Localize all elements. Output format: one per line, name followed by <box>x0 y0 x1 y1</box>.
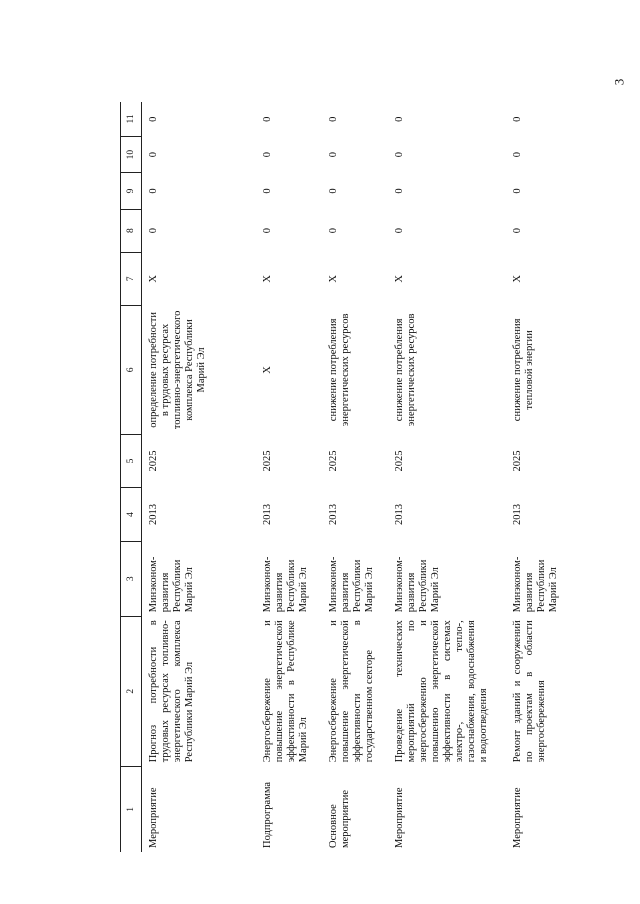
table-row <box>506 102 580 852</box>
value-cell: X <box>148 275 159 283</box>
value-cell: 0 <box>394 116 405 122</box>
rotated-table-container <box>120 102 640 852</box>
value-cell: 0 <box>148 188 159 194</box>
executor-cell: Минэконом-развития Республики Марий Эл <box>394 556 442 613</box>
end-year-cell: 2025 <box>148 450 159 472</box>
value-cell: 0 <box>512 116 523 122</box>
table-row <box>322 102 388 852</box>
table-row <box>142 102 257 852</box>
value-cell: 0 <box>328 188 339 194</box>
result-cell: снижение потребления энергетических ресурсов <box>328 313 352 427</box>
row-type-cell: Подпрограмма <box>262 781 273 848</box>
start-year-cell: 2013 <box>148 504 159 526</box>
start-year-cell: 2013 <box>262 504 273 526</box>
value-cell: X <box>512 275 523 283</box>
header-cell: 8 <box>121 209 142 252</box>
program-table <box>120 102 580 852</box>
executor-cell: Минэконом-развития Республики Марий Эл <box>328 556 376 613</box>
table-row <box>256 102 322 852</box>
value-cell: 0 <box>148 151 159 158</box>
start-year-cell: 2013 <box>394 504 405 526</box>
value-cell: 0 <box>148 116 159 122</box>
start-year-cell: 2013 <box>512 504 523 526</box>
header-cell: 3 <box>121 541 142 616</box>
value-cell: 0 <box>394 228 405 234</box>
end-year-cell: 2025 <box>512 450 523 472</box>
result-cell: снижение потребления энергетических ресурсов <box>394 313 418 427</box>
value-cell: 0 <box>512 151 523 158</box>
end-year-cell: 2025 <box>394 450 405 472</box>
value-cell: 0 <box>512 188 523 194</box>
value-cell: 0 <box>328 151 339 158</box>
name-cell: Проведение технических мероприятий по энергосбережению и повышению энергетической эффективности в системах электро-, тепло-, газоснабжения, водоснабжения и водоотведения <box>394 620 490 763</box>
start-year-cell: 2013 <box>328 504 339 526</box>
value-cell: 0 <box>262 151 273 158</box>
row-type-cell: Мероприятие <box>512 787 523 848</box>
header-cell: 4 <box>121 488 142 542</box>
row-type-cell: Основное мероприятие <box>328 790 352 848</box>
name-cell: Энергосбережение и повышение энергетической эффективности в Республике Марий Эл <box>262 620 310 763</box>
end-year-cell: 2025 <box>262 450 273 472</box>
value-cell: 0 <box>148 228 159 234</box>
header-cell: 6 <box>121 306 142 435</box>
name-cell: Прогноз потребности в трудовых ресурсах топливно-энергетического комплекса Республики Марий Эл <box>148 620 196 763</box>
header-row <box>121 102 142 852</box>
value-cell: 0 <box>262 188 273 194</box>
value-cell: 0 <box>394 151 405 158</box>
name-cell: Энергосбережение и повышение энергетической эффективности в государственном секторе <box>328 620 376 763</box>
header-cell: 1 <box>121 766 142 852</box>
header-cell: 9 <box>121 173 142 209</box>
value-cell: 0 <box>394 188 405 194</box>
name-cell: Ремонт зданий и сооружений по проектам в области энергосбережения <box>512 620 548 763</box>
header-cell: 10 <box>121 136 142 172</box>
end-year-cell: 2025 <box>328 450 339 472</box>
value-cell: 0 <box>262 228 273 234</box>
value-cell: X <box>328 275 339 283</box>
header-cell: 5 <box>121 434 142 488</box>
result-cell: снижение потребления тепловой энергии <box>512 318 536 422</box>
row-type-cell: Мероприятие <box>148 787 159 848</box>
header-cell: 11 <box>121 102 142 136</box>
table-row <box>388 102 506 852</box>
value-cell: 0 <box>328 228 339 234</box>
result-cell: определение потребности в трудовых ресурсах топливно-энергетического комплекса Республики Марий Эл <box>148 310 208 430</box>
executor-cell: Минэконом-развития Республики Марий Эл <box>262 556 310 613</box>
executor-cell: Минэконом-развития Республики Марий Эл <box>148 556 196 613</box>
row-type-cell: Мероприятие <box>394 787 405 848</box>
value-cell: 0 <box>262 116 273 122</box>
header-cell: 7 <box>121 252 142 306</box>
value-cell: X <box>262 275 273 283</box>
value-cell: 0 <box>512 228 523 234</box>
header-cell: 2 <box>121 616 142 766</box>
value-cell: 0 <box>328 116 339 122</box>
value-cell: X <box>394 275 405 283</box>
result-cell: X <box>262 366 273 374</box>
page-number: 3 <box>611 78 627 86</box>
executor-cell: Минэконом-развития Республики Марий Эл <box>512 556 560 613</box>
